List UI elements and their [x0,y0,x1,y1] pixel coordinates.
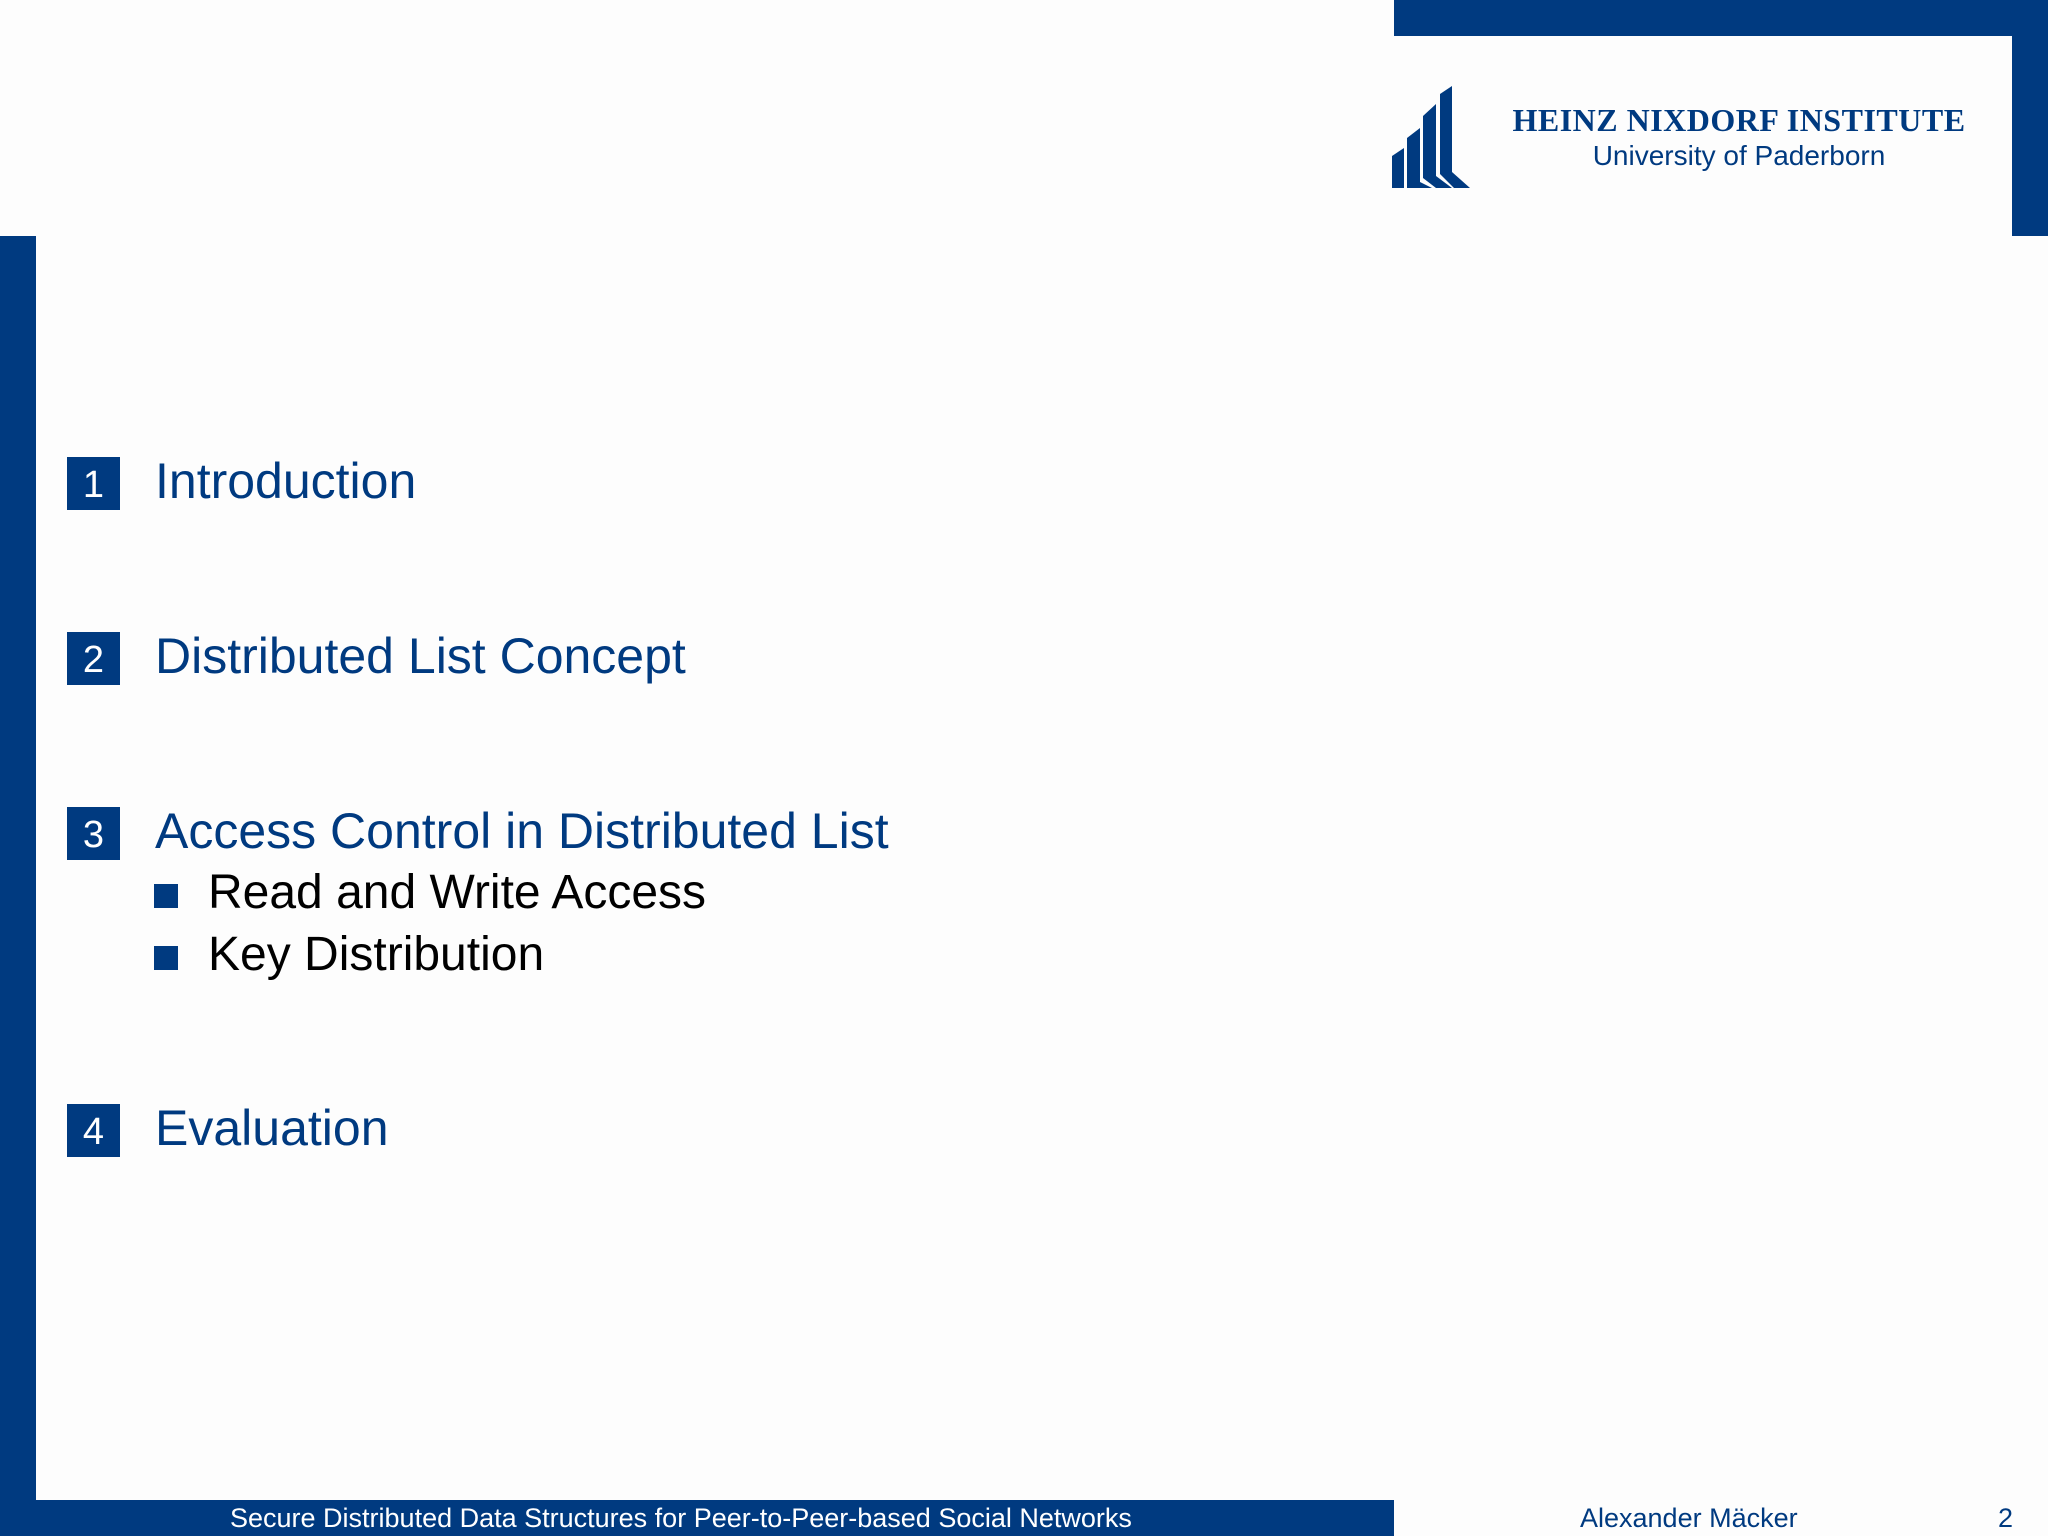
square-bullet-icon [154,884,178,908]
university-name: University of Paderborn [1592,140,1886,171]
section-title: Distributed List Concept [155,628,686,684]
section-number-badge: 3 [67,807,120,860]
footer-presentation-title: Secure Distributed Data Structures for Peer-to-Peer-based Social Networks [230,1503,1132,1533]
section-number-badge: 2 [67,632,120,685]
left-frame-bar [0,236,36,1500]
section-number-badge: 4 [67,1104,120,1157]
section-title: Access Control in Distributed List [155,803,889,859]
page-number: 2 [1998,1503,2014,1533]
institute-name: HEINZ NIXDORF INSTITUTE [1512,102,1966,138]
square-bullet-icon [154,946,178,970]
section-title: Evaluation [155,1100,389,1156]
subsection-title: Read and Write Access [208,866,707,919]
subsection-title: Key Distribution [208,928,545,981]
top-frame-bar [1394,0,2048,36]
section-number-badge: 1 [67,457,120,510]
footer-author: Alexander Mäcker [1580,1503,1798,1533]
section-title: Introduction [155,453,417,509]
